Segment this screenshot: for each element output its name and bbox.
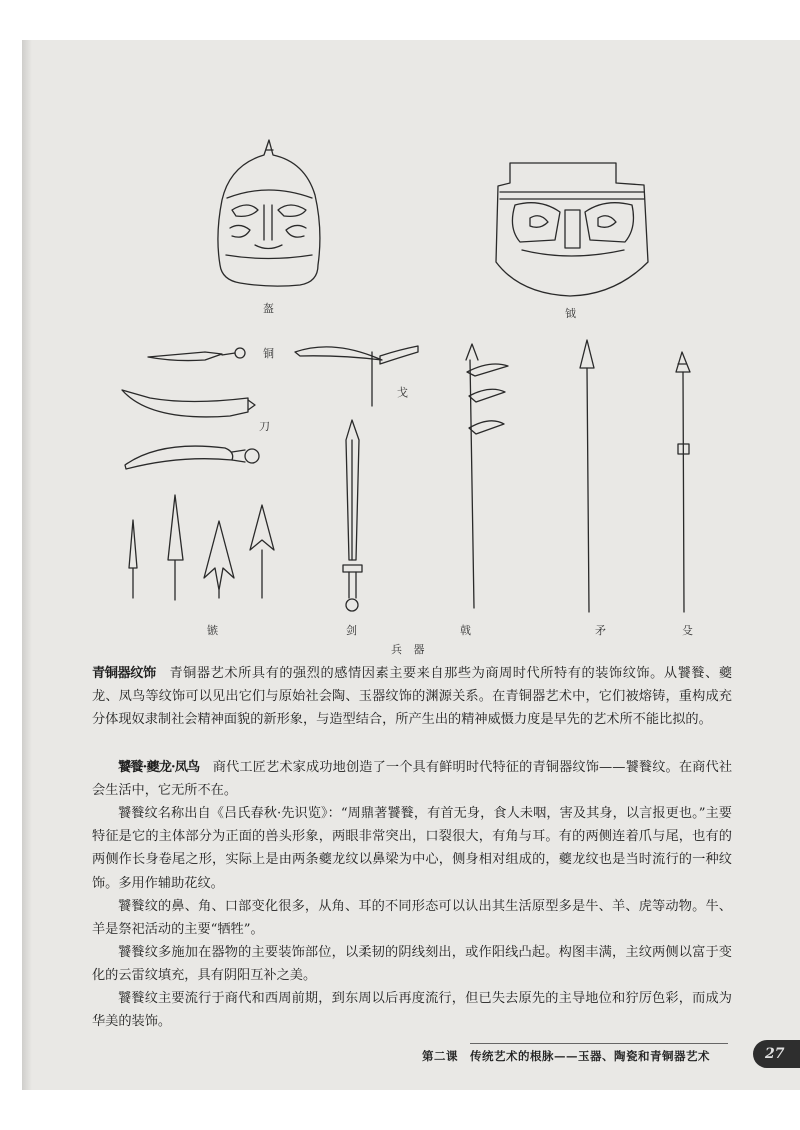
label-mao: 矛 bbox=[595, 624, 606, 637]
ji-halberd-drawing bbox=[466, 344, 508, 608]
zu-arrowheads-drawing bbox=[129, 495, 274, 600]
label-ji: 戟 bbox=[460, 624, 471, 637]
footer-rule bbox=[470, 1043, 728, 1044]
paragraph-3: 饕餮纹名称出自《吕氏春秋·先识览》：“周鼎著饕餮，有首无身，食人未咽，害及其身，以言报更也。”主要特征是它的主体部分为正面的兽头形象，两眼非常突出，口裂很大，有角与耳。有的两侧连着爪与尾，也有的两侧作长身卷尾之形，实际上是由两条夔龙纹以鼻梁为中心，侧身相对组成的，夔龙纹也是当时流行的一种纹饰。多用作辅助花纹。 bbox=[92, 806, 732, 891]
figure-title: 兵 器 bbox=[391, 643, 429, 656]
paragraph-2 bbox=[92, 756, 732, 802]
label-shu: 殳 bbox=[682, 624, 693, 637]
label-helmet: 盔 bbox=[263, 302, 274, 315]
label-zu: 镞 bbox=[207, 624, 218, 637]
paragraph-1 bbox=[92, 662, 732, 732]
jian-sword-drawing bbox=[343, 420, 362, 611]
page-number: 27 bbox=[753, 1040, 800, 1068]
label-ge: 戈 bbox=[397, 386, 408, 399]
label-tong: 铜 bbox=[263, 347, 274, 360]
paragraph-5: 饕餮纹多施加在器物的主要装饰部位，以柔韧的阴线刻出，或作阳线凸起。构图丰满，主纹两侧以富于变化的云雷纹填充，具有阴阳互补之美。 bbox=[92, 945, 732, 984]
shu-mace-drawing bbox=[676, 352, 690, 612]
section-heading: 青铜器纹饰 bbox=[92, 666, 156, 681]
mao-spear-drawing bbox=[580, 340, 594, 612]
paragraph-1-text: 青铜器艺术所具有的强烈的感情因素主要来自那些为商周时代所特有的装饰纹饰。从饕餮、夔龙、凤鸟等纹饰可以见出它们与原始社会陶、玉器纹饰的渊源关系。在青铜器艺术中，它们被熔铸，重构成充分体现奴隶制社会精神面貌的新形象，与造型结合，所产生出的精神威慑力度是早先的艺术所不能比拟的。 bbox=[92, 666, 733, 728]
paragraph-4: 饕餮纹的鼻、角、口部变化很多，从角、耳的不同形态可以认出其生活原型多是牛、羊、虎等动物。牛、羊是祭祀活动的主要“牺牲”。 bbox=[92, 899, 732, 938]
label-jian: 剑 bbox=[346, 624, 357, 637]
yue-axe-drawing bbox=[496, 163, 648, 296]
chapter-footer: 第二课 传统艺术的根脉——玉器、陶瓷和青铜器艺术 bbox=[422, 1049, 710, 1063]
paragraph-2-text: 商代工匠艺术家成功地创造了一个具有鲜明时代特征的青铜器纹饰——饕餮纹。在商代社会生活中，它无所不在。 bbox=[92, 760, 733, 799]
label-dao: 刀 bbox=[259, 420, 270, 433]
helmet-drawing bbox=[218, 140, 320, 286]
label-yue: 钺 bbox=[565, 307, 576, 320]
subsection-heading: 饕餮·夔龙·凤鸟 bbox=[118, 760, 200, 775]
bronze-knife-drawing bbox=[148, 348, 245, 361]
paragraph-6: 饕餮纹主要流行于商代和西周前期，到东周以后再度流行，但已失去原先的主导地位和狞厉色彩，而成为华美的装饰。 bbox=[92, 991, 732, 1030]
dao-knife-drawing bbox=[122, 390, 259, 469]
